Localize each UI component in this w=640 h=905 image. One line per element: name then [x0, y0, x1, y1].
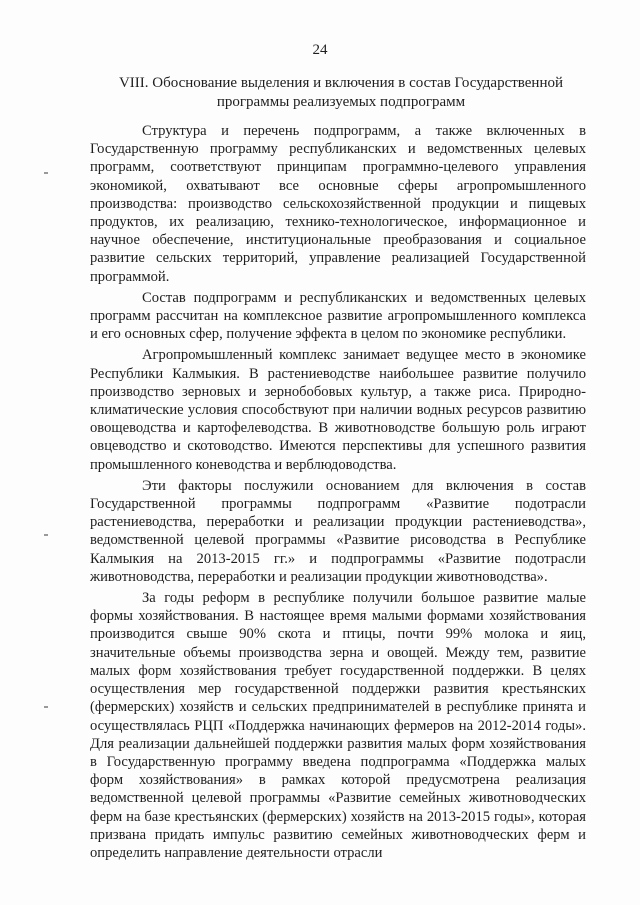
- section-title: VIII. Обоснование выделения и включения в состав Государственной программы реализуемых подпрограмм: [118, 75, 564, 110]
- scan-mark: [44, 706, 48, 708]
- document-body: [90, 122, 586, 865]
- paragraph: Агропромышленный комплекс занимает ведущее место в экономике Республики Калмыкия. В растениеводстве наибольшее развитие получило производство зерновых и зернобобовых культур, а также риса. Природно-климатические условия способствуют при наличии водных ресурсов развитию овощеводства и картофелеводства. В животноводстве большую роль играют овцеводство и скотоводство. Имеются перспективы для успешного развития промышленного коневодства и верблюдоводства.: [90, 347, 586, 473]
- scan-mark: [44, 534, 48, 536]
- paragraph: Состав подпрограмм и республиканских и ведомственных целевых программ рассчитан на комплексное развитие агропромышленного комплекса и его основных сфер, получение эффекта в целом по экономике республики.: [90, 289, 586, 343]
- paragraph: Эти факторы послужили основанием для включения в состав Государственной программы подпрограмм «Развитие подотрасли растениеводства, переработки и реализации продукции растениеводства», ведомственной целевой программы «Развитие рисоводства в Республике Калмыкия на 2013-2015 гг.» и подпрограммы «Развитие подотрасли животноводства, переработки и реализации продукции животноводства».: [90, 477, 586, 585]
- page-number: 24: [312, 42, 328, 58]
- scan-mark: [44, 172, 48, 174]
- paragraph: За годы реформ в республике получили большое развитие малые формы хозяйствования. В настоящее время малыми формами хозяйствования производится свыше 90% скота и птицы, почти 99% молока и яиц, значительные объемы производства зерна и овощей. Между тем, развитие малых форм хозяйствования требует государственной поддержки. В целях осуществления мер государственной поддержки развития крестьянских (фермерских) хозяйств и сельских предпринимателей в республике принята и осуществлялась РЦП «Поддержка начинающих фермеров на 2012-2014 годы». Для реализации дальнейшей поддержки развития малых форм хозяйствования в Государственную программу введена подпрограмма «Поддержка малых форм хозяйствования» в рамках которой предусмотрена реализация ведомственной целевой программы «Развитие семейных животноводческих ферм на базе крестьянских (фермерских) хозяйств на 2013-2015 годы», которая призвана придать импульс развитию семейных животноводческих ферм и определить направление деятельности отрасли: [90, 590, 586, 861]
- paragraph: Структура и перечень подпрограмм, а также включенных в Государственную программу республиканских и ведомственных целевых программ, соответствуют принципам программно-целевого управления экономикой, охватывают все основные сферы агропромышленного производства: производство сельскохозяйственной продукции и пищевых продуктов, их реализацию, технико-технологическое, информационное и научное обеспечение, институциональные преобразования и социальное развитие сельских территорий, управление реализацией Государственной программой.: [90, 123, 586, 285]
